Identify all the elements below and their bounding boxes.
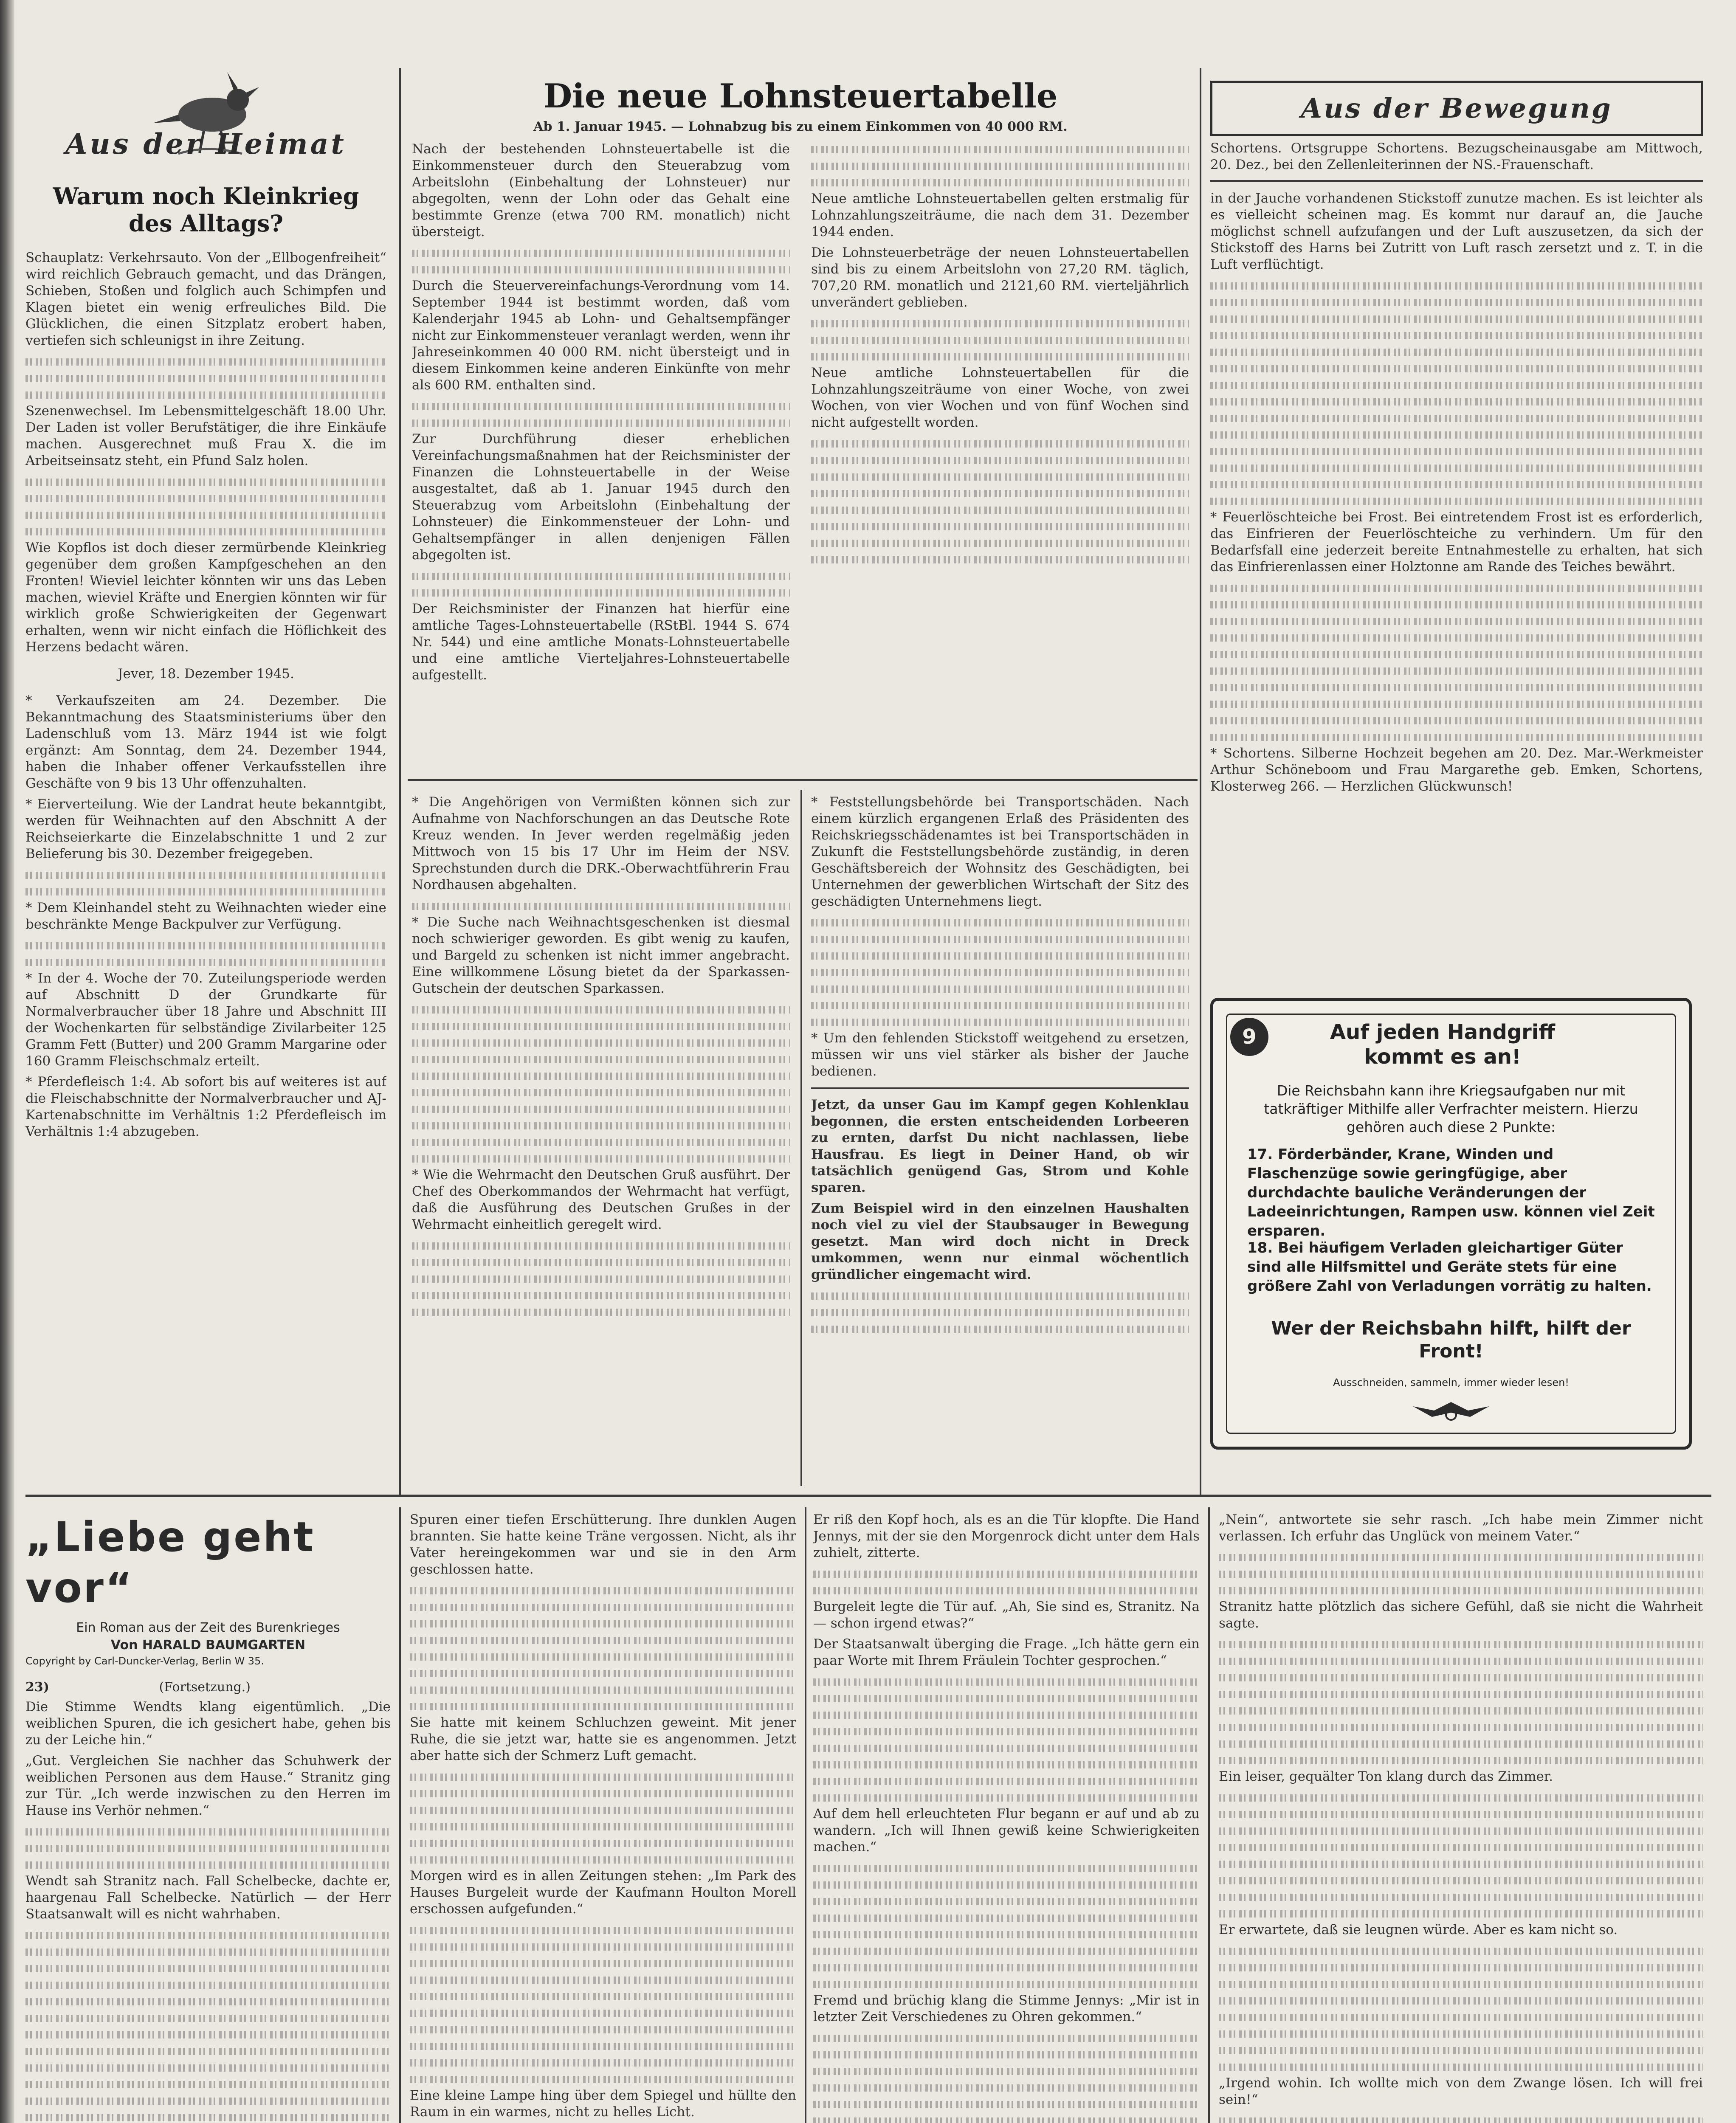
text-line-texture bbox=[1219, 1905, 1703, 1922]
text-line-texture bbox=[25, 2026, 391, 2043]
text-line-texture bbox=[1210, 662, 1703, 679]
text-line-texture bbox=[813, 1706, 1200, 1723]
text-line-texture bbox=[25, 353, 386, 370]
text-line-texture bbox=[1210, 393, 1703, 410]
text-line-texture bbox=[813, 1943, 1200, 1959]
text-line-texture bbox=[410, 1938, 796, 1955]
heimat-paragraph: * Pferdefleisch 1:4. Ab sofort bis auf weiteres ist auf die Fleischabschnitte der Normalverbraucher und AJ-Kartenabschnitte im Verhältnis 1:2 Pferdefleisch im Verhältnis 1:4 abzugeben. bbox=[25, 1074, 386, 1139]
text-line-texture bbox=[410, 1835, 796, 1851]
novel-paragraph: „Gut. Vergleichen Sie nachher das Schuhwerk der weiblichen Personen aus dem Hause.“ Stranitz ging zur Tür. „Ich werde inzwischen zu den Herren im Hause ins Verhör nehmen.“ bbox=[25, 1753, 391, 1818]
novel-subtitle: Ein Roman aus der Zeit des Burenkrieges bbox=[76, 1620, 340, 1635]
text-line-texture bbox=[1210, 646, 1703, 662]
text-line-texture bbox=[811, 535, 1189, 551]
text-line-texture bbox=[1219, 1582, 1703, 1599]
heimat-article-title: Warum noch Kleinkrieg des Alltags? bbox=[53, 183, 359, 237]
lohnsteuer-paragraph: Neue amtliche Lohnsteuertabellen für die Lohnzahlungszeiträume von einer Woche, von zwei Wochen, von vier Wochen und von fünf Wochen sind nicht aufgestellt worden. bbox=[811, 365, 1189, 430]
notice-paragraph: * Um den fehlenden Stickstoff weitgehend zu ersetzen, müssen wir uns viel stärker als bisher der Jauche bedienen. bbox=[811, 1031, 1189, 1079]
notices-column-right bbox=[811, 794, 1189, 1482]
novel-paragraph: Fremd und brüchig klang die Stimme Jennys: „Mir ist in letzter Zeit Verschiedenes zu Ohren gekommen.“ bbox=[813, 1993, 1200, 2024]
reichsbahn-advertisement bbox=[1210, 998, 1692, 1450]
heimat-paragraph: * Verkaufszeiten am 24. Dezember. Die Bekanntmachung des Staatsministeriums über den Ladenschluß vom 13. März 1944 ist wie folgt ergänzt: Am Sonntag, dem 24. Dezember 1944, haben die Inhaber offener Verkaufsstellen ihre Geschäfte von 9 bis 13 Uhr offenzuhalten. bbox=[25, 693, 386, 791]
text-line-texture bbox=[412, 245, 790, 261]
novel-paragraph: Morgen wird es in allen Zeitungen stehen: „Im Park des Hauses Burgeleit wurde der Kaufmann Houlton Morell erschossen aufgefunden.“ bbox=[410, 1868, 796, 1917]
text-line-texture bbox=[813, 1723, 1200, 1740]
notice-paragraph: * Feststellungsbehörde bei Transportschäden. Nach einem kürzlich ergangenen Erlaß des Präsidenten des Reichskriegsschädenamtes ist bei Transportschäden in Zukunft die Feststellungsbehörde zuständig, in deren Geschäftsbereich der Wohnsitz des Geschädigten, bei Unternehmen der gewerblichen Wirtschaft der Sitz des geschädigten Unternehmens liegt. bbox=[811, 794, 1189, 909]
text-line-texture bbox=[1210, 695, 1703, 712]
text-line-texture bbox=[1219, 2058, 1703, 2075]
text-line-texture bbox=[811, 1287, 1189, 1304]
dateline: Jever, 18. Dezember 1945. bbox=[118, 666, 294, 681]
column-rule bbox=[1200, 68, 1201, 1495]
novel-copyright: Copyright by Carl-Duncker-Verlag, Berlin W 35. bbox=[25, 1655, 264, 1667]
lohnsteuer-subtitle: Ab 1. Januar 1945. — Lohnabzug bis zu einem Einkommen von 40 000 RM. bbox=[533, 119, 1068, 134]
text-line-texture bbox=[412, 1018, 790, 1034]
novel-paragraph: Er erwartete, daß sie leugnen würde. Aber es kam nicht so. bbox=[1219, 1922, 1618, 1937]
text-line-texture bbox=[410, 1802, 796, 1818]
text-line-texture bbox=[25, 2043, 391, 2059]
text-line-texture bbox=[412, 1001, 790, 1018]
text-line-texture bbox=[811, 315, 1189, 332]
bewegung-paragraph: * Feuerlöschteiche bei Frost. Bei eintretendem Frost ist es erforderlich, das Einfrieren der Feuerlöschteiche zu verhindern. Um für den Bedarfsfall eine jederzeit bereite Entnahmestelle zu erhalten, hat sich das Einfrierenlassen einer Holztonne am Rande des Teiches bewährt. bbox=[1210, 510, 1703, 574]
text-line-texture bbox=[813, 1909, 1200, 1926]
novel-column-4 bbox=[1219, 1512, 1703, 2123]
novel-paragraph: Stranitz hatte plötzlich das sichere Gefühl, daß sie nicht die Wahrheit sagte. bbox=[1219, 1599, 1703, 1631]
text-line-texture bbox=[412, 1051, 790, 1067]
text-line-texture bbox=[410, 2054, 796, 2071]
text-line-texture bbox=[811, 174, 1189, 191]
text-line-texture bbox=[813, 2063, 1200, 2079]
column-rule bbox=[805, 1507, 806, 2123]
text-line-texture bbox=[1210, 344, 1703, 360]
text-line-texture bbox=[25, 867, 386, 883]
text-line-texture bbox=[410, 1615, 796, 1632]
section-rule bbox=[408, 779, 1198, 781]
heimat-paragraph: * Dem Kleinhandel steht zu Weihnachten wieder eine beschränkte Menge Backpulver zur Verfügung. bbox=[25, 900, 386, 932]
text-line-texture bbox=[25, 883, 386, 900]
text-line-texture bbox=[412, 1150, 790, 1167]
novel-column-3 bbox=[813, 1512, 1200, 2123]
column-rule bbox=[399, 1507, 401, 2123]
text-line-texture bbox=[1210, 327, 1703, 344]
text-line-texture bbox=[813, 1976, 1200, 1992]
ad-number-badge: 9 bbox=[1230, 1018, 1268, 1056]
text-line-texture bbox=[25, 386, 386, 403]
bewegung-paragraph: Schortens. Ortsgruppe Schortens. Bezugscheinausgabe am Mittwoch, 20. Dez., bei den Zellenleiterinnen der NS.-Frauenschaft. bbox=[1210, 141, 1703, 172]
column-rule bbox=[1208, 1507, 1210, 2123]
novel-title: „Liebe geht vor“ bbox=[25, 1513, 315, 1612]
text-line-texture bbox=[1219, 1992, 1703, 2009]
text-line-texture bbox=[1219, 1549, 1703, 1566]
text-line-texture bbox=[25, 2109, 391, 2123]
text-line-texture bbox=[410, 1599, 796, 1615]
text-line-texture bbox=[1210, 459, 1703, 476]
text-line-texture bbox=[813, 2096, 1200, 2112]
text-line-texture bbox=[410, 2005, 796, 2021]
text-line-texture bbox=[412, 1101, 790, 1117]
text-line-texture bbox=[410, 1698, 796, 1715]
lohnsteuer-paragraph: Die Lohnsteuerbeträge der neuen Lohnsteuertabellen sind bis zu einem Arbeitslohn von 27,20 RM. täglich, 707,20 RM. monatlich und 2121,60 RM. vierteljährlich unverändert geblieben. bbox=[811, 245, 1189, 310]
text-line-texture bbox=[1210, 679, 1703, 695]
text-line-texture bbox=[1219, 1806, 1703, 1822]
text-line-texture bbox=[813, 2030, 1200, 2046]
text-line-texture bbox=[813, 1860, 1200, 1876]
text-line-texture bbox=[412, 261, 790, 278]
text-line-texture bbox=[1210, 294, 1703, 310]
text-line-texture bbox=[412, 1034, 790, 1051]
text-line-texture bbox=[1210, 729, 1703, 745]
reichsbahn-eagle-icon bbox=[1409, 1398, 1494, 1423]
text-line-texture bbox=[410, 2021, 796, 2038]
text-line-texture bbox=[410, 1681, 796, 1698]
text-line-texture bbox=[1210, 277, 1703, 294]
text-line-texture bbox=[1219, 1735, 1703, 1752]
page-binding-edge bbox=[0, 0, 14, 2123]
text-line-texture bbox=[811, 485, 1189, 501]
lohnsteuer-col-left bbox=[412, 141, 790, 688]
text-line-texture bbox=[1219, 1959, 1703, 1976]
text-line-texture bbox=[412, 1254, 790, 1270]
text-line-texture bbox=[813, 1690, 1200, 1706]
text-line-texture bbox=[25, 2076, 391, 2092]
text-line-texture bbox=[811, 348, 1189, 365]
text-line-texture bbox=[811, 551, 1189, 568]
text-line-texture bbox=[410, 1768, 796, 1785]
text-line-texture bbox=[25, 507, 386, 523]
bewegung-column bbox=[1210, 140, 1703, 989]
text-line-texture bbox=[410, 1648, 796, 1665]
lohnsteuer-title: Die neue Lohnsteuertabelle bbox=[543, 77, 1058, 115]
text-line-texture bbox=[1210, 310, 1703, 327]
bewegung-header-box bbox=[1210, 81, 1703, 136]
text-line-texture bbox=[1219, 1976, 1703, 1992]
text-line-texture bbox=[412, 398, 790, 414]
novel-paragraph: Sie hatte mit keinem Schluchzen geweint. Mit jener Ruhe, die sie jetzt war, hatte sie es angenommen. Jetzt aber hatte sich der Schmerz Luft gemacht. bbox=[410, 1715, 796, 1763]
lohnsteuer-paragraph: Zur Durchführung dieser erheblichen Vereinfachungsmaßnahmen hat der Reichsminister der Finanzen die Lohnsteuertabelle in der Weise ausgestaltet, daß ab 1. Januar 1945 durch den Steuerabzug vom Arbeitslohn (Einbehaltung der Lohnsteuer) die Einkommensteuer der Lohn- und Gehaltsempfänger in allen denjenigen Fällen abgegolten ist. bbox=[412, 431, 790, 563]
novel-paragraph: Wendt sah Stranitz nach. Fall Schelbecke, dachte er, haargenau Fall Schelbecke. Natürlich — der Herr Staatsanwalt will es nicht wahrhaben. bbox=[25, 1873, 391, 1922]
novel-author: Von HARALD BAUMGARTEN bbox=[110, 1638, 306, 1653]
text-line-texture bbox=[1219, 1872, 1703, 1889]
heimat-paragraph: Wie Kopflos ist doch dieser zermürbende Kleinkrieg gegenüber dem großen Kampfgeschehen an den Fronten! Wieviel leichter könnten wir uns das Leben machen, wieviel Kräfte und Energien könnten wir für wirklich große Schwierigkeiten der Gegenwart erhalten, wenn wir nicht einfach die Höflichkeit des Herzens bedacht wären. bbox=[25, 540, 386, 655]
text-line-texture bbox=[410, 1818, 796, 1835]
text-line-texture bbox=[1219, 1686, 1703, 1702]
text-line-texture bbox=[1219, 1839, 1703, 1856]
text-line-texture bbox=[25, 490, 386, 507]
lohnsteuer-article bbox=[412, 76, 1189, 773]
text-line-texture bbox=[25, 1823, 391, 1840]
text-line-texture bbox=[811, 141, 1189, 158]
text-line-texture bbox=[412, 1084, 790, 1101]
text-line-texture bbox=[813, 2079, 1200, 2096]
text-line-texture bbox=[25, 1993, 391, 2010]
novel-paragraph: Die Stimme Wendts klang eigentümlich. „Die weiblichen Spuren, die ich gesichert habe, gehen bis zu der Leiche hin.“ bbox=[25, 1699, 391, 1748]
novel-paragraph: Auf dem hell erleuchteten Flur begann er auf und ab zu wandern. „Ich will Ihnen gewiß keine Schwierigkeiten machen.“ bbox=[813, 1806, 1200, 1855]
column-rule bbox=[399, 68, 401, 1495]
text-line-texture bbox=[1219, 1669, 1703, 1686]
ad-item-18: 18. Bei häufigem Verladen gleichartiger Güter sind alle Hilfsmittel und Geräte stets für eine größere Zahl von Verladungen vorrätig zu halten. bbox=[1247, 1239, 1652, 1295]
heimat-article-body bbox=[25, 250, 386, 1140]
kohlenklau-paragraph: Zum Beispiel wird in den einzelnen Haushalten noch viel zu viel der Staubsauger in Bewegung gesetzt. Man wird doch nicht in Dreck umkommen, wenn nur einmal wöchentlich gründlicher eingemacht wird. bbox=[811, 1201, 1189, 1282]
text-line-texture bbox=[1210, 360, 1703, 377]
text-line-texture bbox=[1210, 629, 1703, 646]
heimat-paragraph: * Eierverteilung. Wie der Landrat heute bekanntgibt, werden für Weihnachten auf den Abschnitt A der Reichseierkarte die Einzelabschnitte 1 und 2 zur Belieferung bis 30. Dezember freigegeben. bbox=[25, 797, 386, 862]
kohlenklau-paragraph: Jetzt, da unser Gau im Kampf gegen Kohlenklau begonnen, die ersten entscheidenden Lorbeeren zu ernten, darfst Du nicht nachlassen, liebe Hausfrau. Es liegt in Deiner Hand, ob wir tatsächlich genügend Gas, Strom und Kohle sparen. bbox=[811, 1097, 1189, 1195]
text-line-texture bbox=[1210, 377, 1703, 393]
text-line-texture bbox=[410, 1955, 796, 1971]
text-line-texture bbox=[1219, 1636, 1703, 1653]
ad-slogan: Wer der Reichsbahn hilft, hilft der Front! bbox=[1271, 1318, 1631, 1362]
text-line-texture bbox=[811, 1014, 1189, 1030]
text-line-texture bbox=[1219, 1789, 1703, 1806]
text-line-texture bbox=[412, 1270, 790, 1287]
bewegung-title: Aus der Bewegung bbox=[1301, 92, 1612, 124]
text-line-texture bbox=[1210, 613, 1703, 629]
text-line-texture bbox=[410, 2038, 796, 2054]
text-line-texture bbox=[1210, 410, 1703, 426]
heimat-paragraph: * In der 4. Woche der 70. Zuteilungsperiode werden auf Abschnitt D der Grundkarte für Normalverbraucher über 18 Jahre und Abschnitt III der Wochenkarten für selbständige Zivilarbeiter 125 Gramm Fett (Butter) und 200 Gramm Margarine oder 160 Gramm Fleischschmalz erteilt. bbox=[25, 971, 386, 1069]
text-line-texture bbox=[811, 997, 1189, 1014]
heimat-paragraph: Schauplatz: Verkehrsauto. Von der „Ellbogenfreiheit“ wird reichlich Gebrauch gemacht, und das Drängen, Schieben, Stoßen und folglich auch Schimpfen und Klagen bietet ein wenig erfreuliches Bild. Die Glücklichen, die einen Sitzplatz erobert haben, vertiefen sich schleunigst in ihre Zeitung. bbox=[25, 250, 386, 348]
novel-continued: (Fortsetzung.) bbox=[159, 1680, 251, 1695]
text-line-texture bbox=[25, 1840, 391, 1856]
notice-paragraph: * Die Angehörigen von Vermißten können sich zur Aufnahme von Nachforschungen an das Deutsche Rote Kreuz wenden. In Jever werden regelmäßig jeden Mittwoch von 15 bis 17 Uhr im Heim der NSV. Sprechstunden durch die DRK.-Oberwachtführerin Frau Nordhausen abgehalten. bbox=[412, 794, 790, 893]
text-line-texture bbox=[25, 937, 386, 954]
novel-paragraph: „Irgend wohin. Ich wollte mich von dem Zwange lösen. Ich will frei sein!“ bbox=[1219, 2075, 1703, 2107]
text-line-texture bbox=[1219, 2025, 1703, 2042]
text-line-texture bbox=[25, 523, 386, 540]
novel-paragraph: Der Staatsanwalt überging die Frage. „Ich hätte gern ein paar Worte mit Ihrem Fräulein Tochter gesprochen.“ bbox=[813, 1636, 1200, 1668]
text-line-texture bbox=[811, 501, 1189, 518]
text-line-texture bbox=[813, 2112, 1200, 2123]
text-line-texture bbox=[412, 898, 790, 914]
novel-column-2 bbox=[410, 1512, 796, 2123]
text-line-texture bbox=[25, 1960, 391, 1977]
text-line-texture bbox=[25, 954, 386, 970]
text-line-texture bbox=[811, 435, 1189, 452]
text-line-texture bbox=[412, 414, 790, 431]
text-line-texture bbox=[25, 1943, 391, 1960]
text-line-texture bbox=[1210, 580, 1703, 596]
column-rule bbox=[800, 790, 802, 1486]
ad-item-17: 17. Förderbänder, Krane, Winden und Flaschenzüge sowie geringfügige, aber durchdachte bauliche Veränderungen der Ladeeinrichtungen, Rampen usw. können viel Zeit ersparen. bbox=[1247, 1146, 1655, 1239]
text-line-texture bbox=[412, 1237, 790, 1254]
lohnsteuer-paragraph: Durch die Steuervereinfachungs-Verordnung vom 14. September 1944 ist bestimmt worden, daß vom Kalenderjahr 1945 ab Lohn- und Gehaltsempfänger nicht zur Einkommensteuer veranlagt werden, wenn ihr Jahreseinkommen 40 000 RM. nicht übersteigt und in diesem Einkommen keine anderen Einkünfte von mehr als 600 RM. enthalten sind. bbox=[412, 278, 790, 393]
lohnsteuer-paragraph: Der Reichsminister der Finanzen hat hierfür eine amtliche Tages-Lohnsteuertabelle (RStBl. 1944 S. 674 Nr. 544) und eine amtliche Monats-Lohnsteuertabelle und eine amtliche Vierteljahres-Lohnsteuertabelle aufgestellt. bbox=[412, 601, 790, 683]
text-line-texture bbox=[25, 2092, 391, 2109]
text-line-texture bbox=[811, 914, 1189, 931]
notices-column-left bbox=[412, 794, 790, 1482]
text-line-texture bbox=[1219, 1822, 1703, 1839]
text-line-texture bbox=[25, 473, 386, 490]
text-line-texture bbox=[811, 518, 1189, 535]
text-line-texture bbox=[813, 1926, 1200, 1943]
text-line-texture bbox=[410, 1582, 796, 1599]
text-line-texture bbox=[1210, 426, 1703, 443]
text-line-texture bbox=[412, 584, 790, 601]
text-line-texture bbox=[25, 370, 386, 386]
text-line-texture bbox=[412, 1134, 790, 1150]
text-line-texture bbox=[1219, 1752, 1703, 1768]
text-line-texture bbox=[811, 158, 1189, 174]
text-line-texture bbox=[813, 1959, 1200, 1976]
novel-column-1 bbox=[25, 1507, 391, 2123]
heimat-kicker: Aus der Heimat bbox=[65, 127, 347, 160]
novel-paragraph: Eine kleine Lampe hing über dem Spiegel und hüllte den Raum in ein warmes, nicht zu helles Licht. bbox=[410, 2088, 796, 2120]
bewegung-paragraph: * Schortens. Silberne Hochzeit begehen am 20. Dez. Mar.-Werkmeister Arthur Schöneboom und Frau Margarethe geb. Emken, Schortens, Klosterweg 266. — Herzlichen Glückwunsch! bbox=[1210, 746, 1703, 794]
ad-footer: Ausschneiden, sammeln, immer wieder lesen! bbox=[1333, 1377, 1569, 1388]
text-line-texture bbox=[811, 332, 1189, 348]
text-line-texture bbox=[813, 1740, 1200, 1756]
lohnsteuer-paragraph: Nach der bestehenden Lohnsteuertabelle ist die Einkommensteuer durch den Steuerabzug vom Arbeitslohn (Einbehaltung der Lohnsteuer) nur abgegolten, wenn der Lohn oder das Gehalt eine bestimmte Grenze (etwa 700 RM. monatlich) nicht übersteigt. bbox=[412, 141, 790, 239]
text-line-texture bbox=[1210, 443, 1703, 459]
text-line-texture bbox=[25, 2010, 391, 2026]
text-line-texture bbox=[811, 1321, 1189, 1337]
text-line-texture bbox=[410, 1971, 796, 1988]
text-line-texture bbox=[813, 1789, 1200, 1806]
text-line-texture bbox=[412, 1287, 790, 1304]
novel-paragraph: Burgeleit legte die Tür auf. „Ah, Sie sind es, Stranitz. Na — schon irgend etwas?“ bbox=[813, 1599, 1200, 1631]
text-line-texture bbox=[811, 931, 1189, 947]
text-line-texture bbox=[811, 964, 1189, 980]
text-line-texture bbox=[813, 2046, 1200, 2063]
bewegung-paragraph: in der Jauche vorhandenen Stickstoff zunutze machen. Es ist leichter als es vielleicht scheinen mag. Es kommt nur darauf an, die Jauche möglichst schnell aufzufangen und der Luft auszusetzen, da sich der Stickstoff des Harns bei Zutritt von Luft rasch zersetzt und z. T. in die Luft verflüchtigt. bbox=[1210, 191, 1703, 272]
text-line-texture bbox=[410, 1988, 796, 2005]
text-line-texture bbox=[412, 568, 790, 584]
text-line-texture bbox=[410, 1922, 796, 1938]
text-line-texture bbox=[25, 1856, 391, 1873]
text-line-texture bbox=[410, 1785, 796, 1802]
text-line-texture bbox=[813, 1756, 1200, 1773]
text-line-texture bbox=[813, 1582, 1200, 1599]
text-line-texture bbox=[811, 468, 1189, 485]
text-line-texture bbox=[813, 1566, 1200, 1582]
text-line-texture bbox=[25, 1927, 391, 1943]
text-line-texture bbox=[1219, 1856, 1703, 1872]
section-rule bbox=[25, 1495, 1711, 1497]
text-line-texture bbox=[813, 1773, 1200, 1789]
ad-intro: Die Reichsbahn kann ihre Kriegsaufgaben nur mit tatkräftiger Mithilfe aller Verfrachter meistern. Hierzu gehören auch diese 2 Punkte: bbox=[1264, 1082, 1638, 1135]
heimat-paragraph: Szenenwechsel. Im Lebensmittelgeschäft 18.00 Uhr. Der Laden ist voller Berufstätiger, die ihre Einkäufe machen. Ausgerechnet muß Frau X. die im Arbeitseinsatz steht, ein Pfund Salz holen. bbox=[25, 403, 386, 468]
text-line-texture bbox=[1219, 1889, 1703, 1905]
text-line-texture bbox=[1210, 712, 1703, 729]
text-line-texture bbox=[1210, 476, 1703, 493]
text-line-texture bbox=[813, 1876, 1200, 1893]
novel-installment: 23) bbox=[25, 1680, 49, 1695]
text-line-texture bbox=[1219, 1943, 1703, 1959]
text-line-texture bbox=[1219, 2042, 1703, 2058]
text-line-texture bbox=[811, 452, 1189, 468]
text-line-texture bbox=[1219, 2112, 1703, 2123]
novel-paragraph: Spuren einer tiefen Erschütterung. Ihre dunklen Augen brannten. Sie hatte keine Träne vergossen. Nicht, als ihr Vater hereingekommen war und sie in den Arm geschlossen hatte. bbox=[410, 1512, 796, 1577]
text-line-texture bbox=[412, 1117, 790, 1134]
text-line-texture bbox=[813, 1673, 1200, 1690]
text-line-texture bbox=[1219, 1719, 1703, 1735]
text-line-texture bbox=[811, 1304, 1189, 1321]
text-line-texture bbox=[1210, 596, 1703, 613]
notice-paragraph: * Wie die Wehrmacht den Deutschen Gruß ausführt. Der Chef des Oberkommandos der Wehrmacht hat verfügt, daß die Ausführung des Deutschen Grußes in der Wehrmacht einheitlich geregelt wird. bbox=[412, 1167, 790, 1232]
text-line-texture bbox=[813, 1893, 1200, 1909]
ad-title: Auf jeden Handgriff kommt es an! bbox=[1330, 1020, 1556, 1069]
text-line-texture bbox=[410, 1665, 796, 1681]
novel-paragraph: „Nein“, antwortete sie sehr rasch. „Ich habe mein Zimmer nicht verlassen. Ich erfuhr das Unglück von meinem Vater.“ bbox=[1219, 1512, 1703, 1544]
text-line-texture bbox=[811, 980, 1189, 997]
novel-paragraph: Er riß den Kopf hoch, als es an die Tür klopfte. Die Hand Jennys, mit der sie den Morgenrock dicht unter dem Hals zuhielt, zitterte. bbox=[813, 1512, 1200, 1560]
text-line-texture bbox=[1210, 493, 1703, 509]
text-line-texture bbox=[25, 2059, 391, 2076]
lohnsteuer-col-right bbox=[811, 141, 1189, 688]
text-line-texture bbox=[412, 1304, 790, 1320]
text-line-texture bbox=[811, 947, 1189, 964]
notice-paragraph: * Die Suche nach Weihnachtsgeschenken ist diesmal noch schwieriger geworden. Es gibt wenig zu kaufen, und Bargeld zu schenken ist nicht immer angebracht. Eine willkommene Lösung bietet da der Sparkassen-Gutschein der deutschen Sparkassen. bbox=[412, 915, 790, 996]
text-line-texture bbox=[1219, 2009, 1703, 2025]
text-line-texture bbox=[1219, 1702, 1703, 1719]
text-line-texture bbox=[412, 1067, 790, 1084]
text-line-texture bbox=[1219, 1566, 1703, 1582]
heimat-masthead bbox=[25, 64, 386, 174]
text-line-texture bbox=[410, 1632, 796, 1648]
text-line-texture bbox=[410, 2071, 796, 2087]
text-line-texture bbox=[410, 1851, 796, 1868]
novel-paragraph: Ein leiser, gequälter Ton klang durch das Zimmer. bbox=[1219, 1769, 1553, 1784]
heimat-column bbox=[25, 64, 386, 1486]
text-line-texture bbox=[1219, 1653, 1703, 1669]
text-line-texture bbox=[25, 1977, 391, 1993]
lohnsteuer-paragraph: Neue amtliche Lohnsteuertabellen gelten erstmalig für Lohnzahlungszeiträume, die nach dem 31. Dezember 1944 enden. bbox=[811, 191, 1189, 239]
